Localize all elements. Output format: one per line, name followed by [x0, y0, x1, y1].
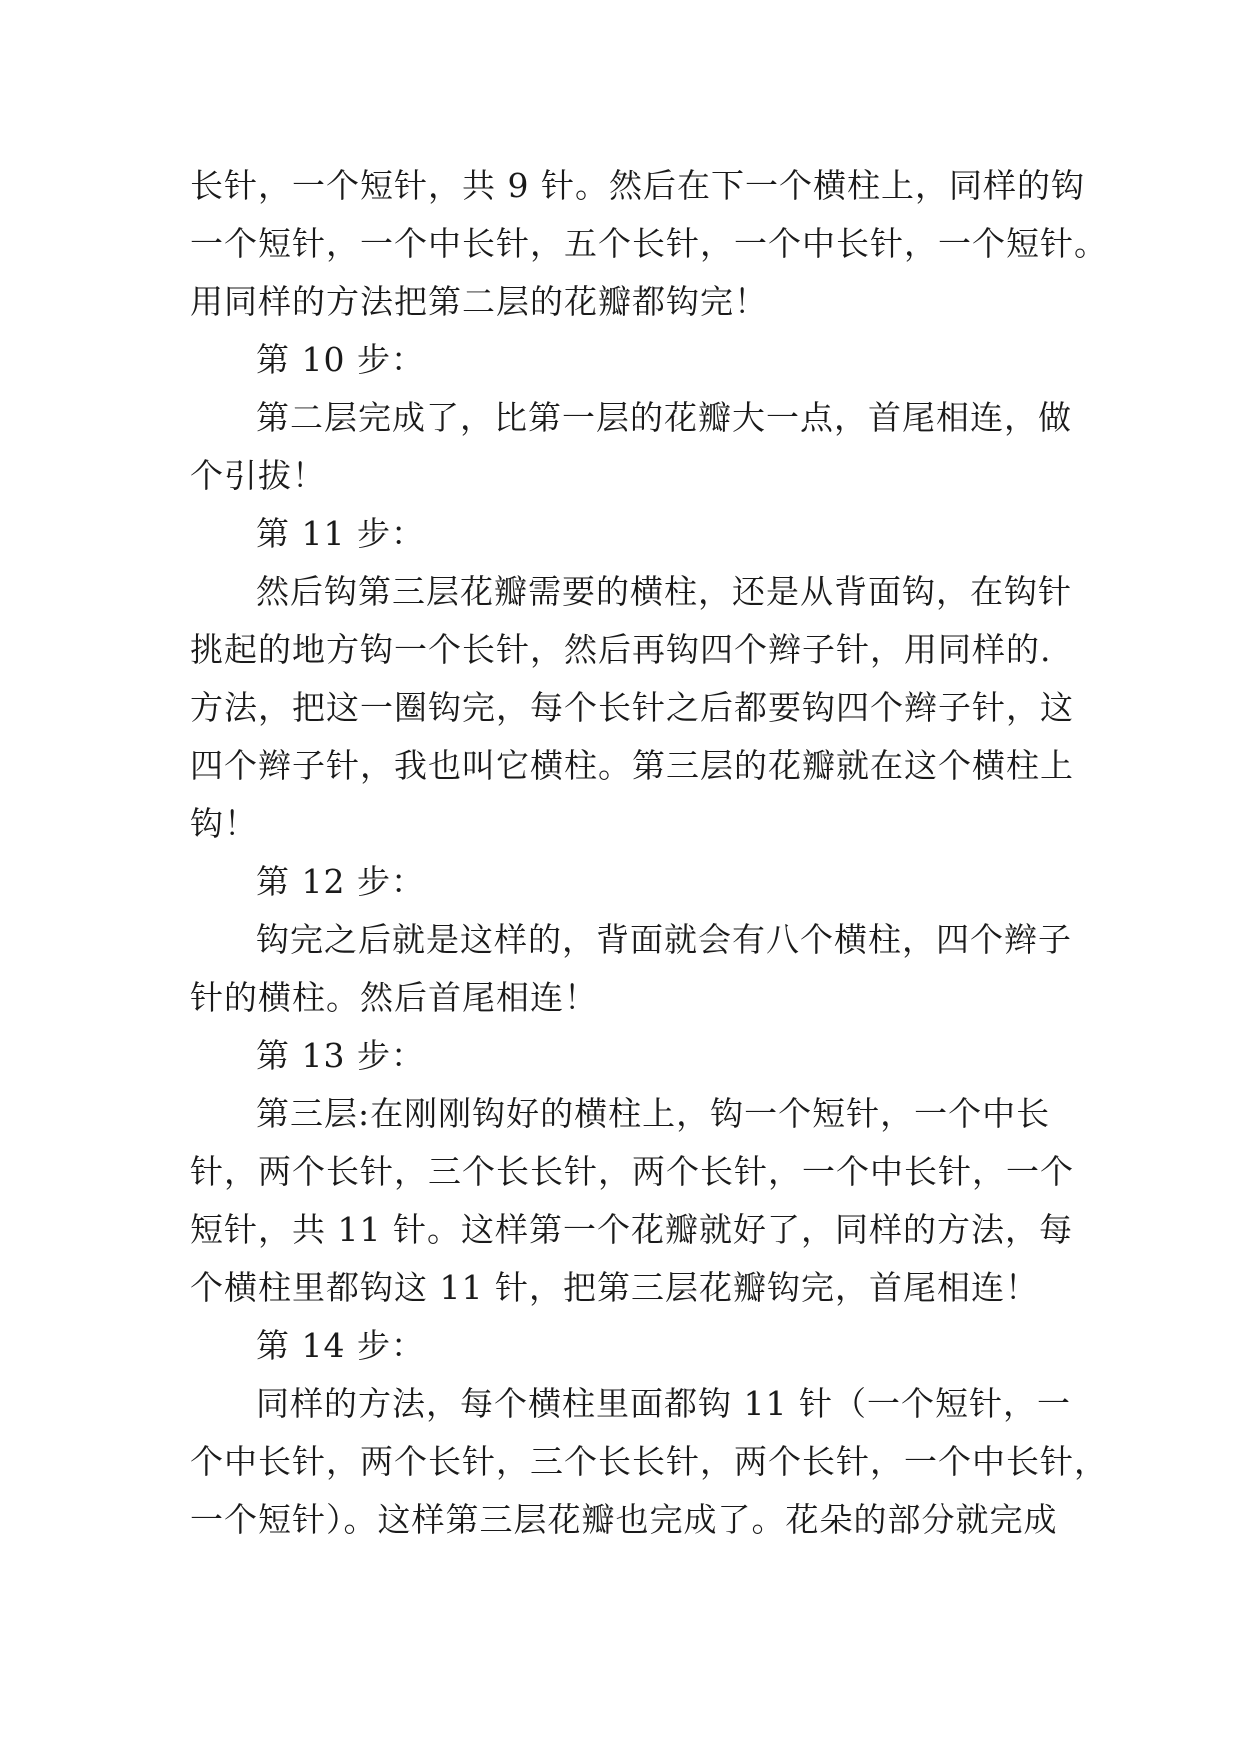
paragraph-line: 方法，把这一圈钩完，每个长针之后都要钩四个辫子针，这	[190, 688, 1074, 727]
step-heading: 第 10 步：	[256, 340, 425, 379]
paragraph-line: 钩完之后就是这样的，背面就会有八个横柱，四个辫子	[256, 920, 1072, 959]
paragraph-line: 长针，一个短针，共 9 针。然后在下一个横柱上，同样的钩	[190, 166, 1085, 205]
step-heading: 第 11 步：	[256, 514, 425, 553]
paragraph-line: 四个辫子针，我也叫它横柱。第三层的花瓣就在这个横柱上	[190, 746, 1074, 785]
paragraph-line: 用同样的方法把第二层的花瓣都钩完！	[190, 282, 768, 321]
paragraph-line: 第三层:在刚刚钩好的横柱上，钩一个短针，一个中长	[256, 1094, 1051, 1133]
paragraph-line: 针的横柱。然后首尾相连！	[190, 978, 598, 1017]
step-heading: 第 12 步：	[256, 862, 425, 901]
paragraph-line: 一个短针，一个中长针，五个长针，一个中长针，一个短针。	[190, 224, 1108, 263]
step-heading: 第 13 步：	[256, 1036, 425, 1075]
paragraph-line: 钩！	[190, 804, 258, 843]
paragraph-line: 同样的方法，每个横柱里面都钩 11 针（一个短针，一	[256, 1384, 1071, 1423]
paragraph-line: 一个短针）。这样第三层花瓣也完成了。花朵的部分就完成	[190, 1500, 1058, 1539]
paragraph-line: 短针，共 11 针。这样第一个花瓣就好了，同样的方法，每	[190, 1210, 1073, 1249]
paragraph-line: 第二层完成了，比第一层的花瓣大一点，首尾相连，做	[256, 398, 1072, 437]
paragraph-line: 针，两个长针，三个长长针，两个长针，一个中长针，一个	[190, 1152, 1074, 1191]
step-heading: 第 14 步：	[256, 1326, 425, 1365]
paragraph-line: 个中长针，两个长针，三个长长针，两个长针，一个中长针，	[190, 1442, 1108, 1481]
paragraph-line: 个引拔！	[190, 456, 326, 495]
paragraph-line: 然后钩第三层花瓣需要的横柱，还是从背面钩，在钩针	[256, 572, 1072, 611]
paragraph-line: 个横柱里都钩这 11 针，把第三层花瓣钩完，首尾相连！	[190, 1268, 1039, 1307]
paragraph-line: 挑起的地方钩一个长针，然后再钩四个辫子针，用同样的.	[190, 630, 1052, 669]
